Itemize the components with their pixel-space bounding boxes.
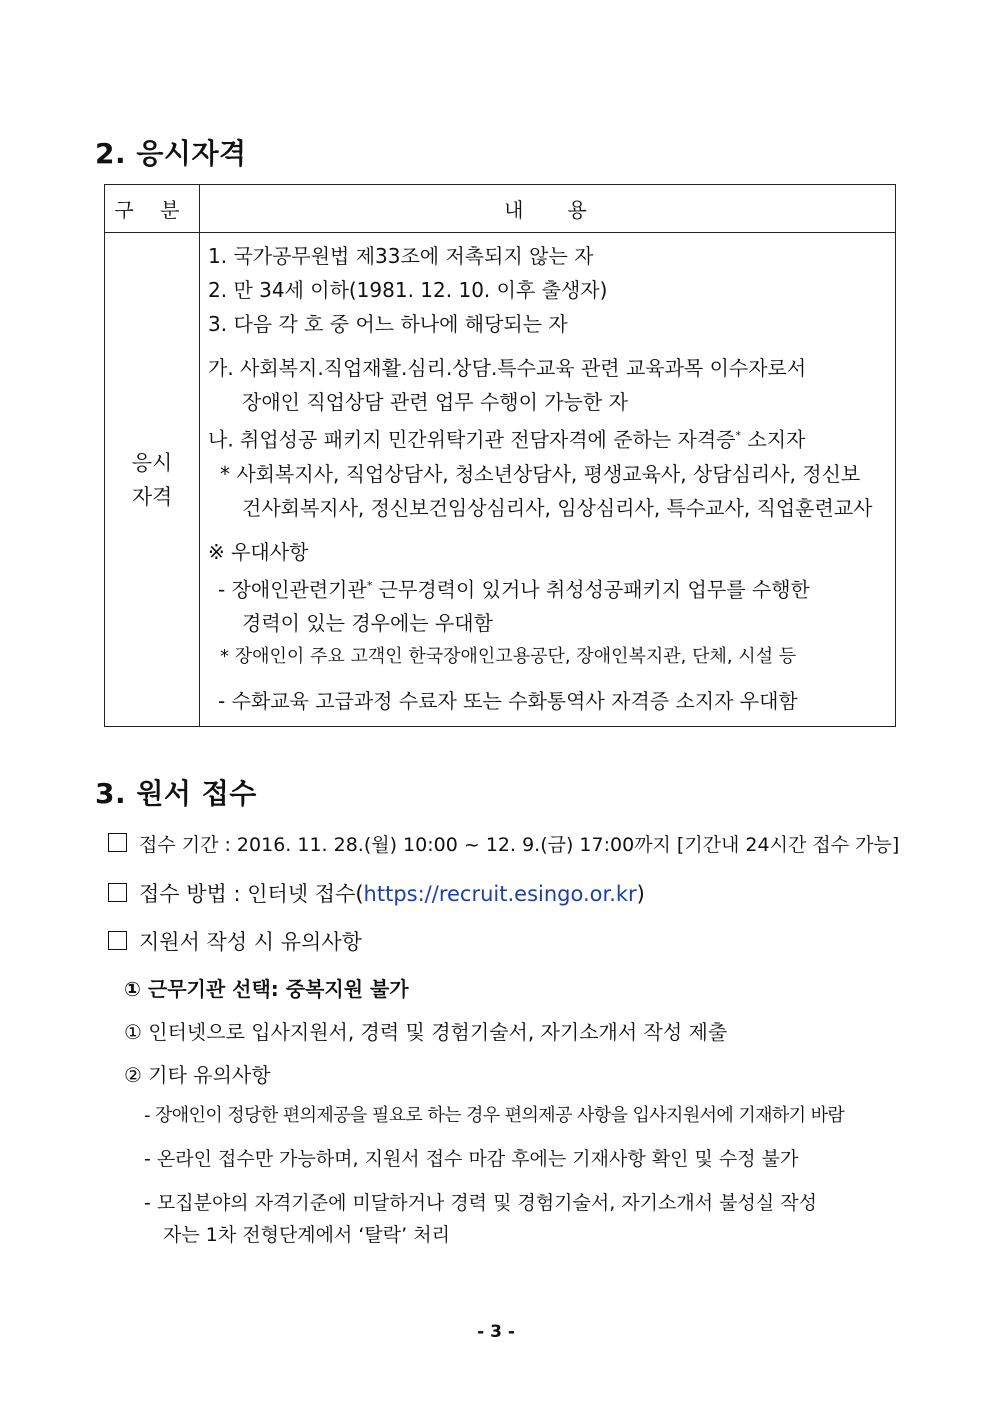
section-3-title: 3. 원서 접수 <box>95 777 257 810</box>
apply-period-text: 접수 기간 : 2016. 11. 28.(월) 10:00 ~ 12. 9.(금) 17:00까지 [기간내 24시간 접수 가능] <box>139 834 900 856</box>
cert-list-line-2: 건사회복지사, 정신보건임상심리사, 임상심리사, 특수교사, 직업훈련교사 <box>242 495 873 520</box>
checkbox-icon <box>108 883 127 902</box>
item-1: 1. 국가공무원법 제33조에 저촉되지 않는 자 <box>208 244 594 268</box>
apply-url-link[interactable]: https://recruit.esingo.or.kr <box>363 882 637 906</box>
preference-1-a: - 장애인관련기관 <box>218 577 367 602</box>
checkbox-icon <box>108 931 127 950</box>
item-2: 2. 만 34세 이하(1981. 12. 10. 이후 출생자) <box>208 278 608 302</box>
note-dash-2: - 온라인 접수만 가능하며, 지원서 접수 마감 후에는 기재사항 확인 및 수정 불가 <box>144 1148 799 1170</box>
apply-method-end: ) <box>636 882 645 906</box>
row-content <box>200 233 896 727</box>
preference-2: - 수화교육 고급과정 수료자 또는 수화통역사 자격증 소지자 우대함 <box>218 689 798 714</box>
page-number: - 3 - <box>477 1322 515 1342</box>
note-dash-3: - 모집분야의 자격기준에 미달하거나 경력 및 경험기술서, 자기소개서 불성실 작성 <box>144 1192 817 1214</box>
note-dash-1: - 장애인이 정당한 편의제공을 필요로 하는 경우 편의제공 사항을 입사지원서에 기재하기 바람 <box>144 1105 845 1126</box>
item-na-text: 나. 취업성공 패키지 민간위탁기관 전담자격에 준하는 자격증 <box>208 427 736 452</box>
note-other: ② 기타 유의사항 <box>124 1063 271 1087</box>
item-ga-line-2: 장애인 직업상담 관련 업무 수행이 가능한 자 <box>242 390 628 414</box>
item-3: 3. 다음 각 호 중 어느 하나에 해당되는 자 <box>208 312 568 336</box>
apply-period <box>108 830 899 857</box>
table-header-row <box>105 185 896 233</box>
note-dash-3-cont: 자는 1차 전형단계에서 ‘탈락’ 처리 <box>163 1224 450 1246</box>
section-2-title: 2. 응시자격 <box>95 137 247 170</box>
header-content <box>200 185 896 233</box>
preference-title: ※ 우대사항 <box>208 539 309 564</box>
row-label <box>105 233 200 727</box>
item-na-sup: * <box>735 429 742 442</box>
table-row <box>105 233 896 727</box>
qualification-table <box>104 184 896 727</box>
row-label-line-2: 자격 <box>131 484 173 509</box>
header-content-a: 내 <box>504 198 528 222</box>
row-label-line-1: 응시 <box>131 450 173 475</box>
preference-note: * 장애인이 주요 고객인 한국장애인고용공단, 장애인복지관, 단체, 시설 등 <box>220 646 797 668</box>
checkbox-icon <box>108 833 127 852</box>
item-na-end: 소지자 <box>741 427 806 452</box>
header-category: 구 분 <box>105 185 200 233</box>
item-na <box>208 419 887 457</box>
notes-heading-text: 지원서 작성 시 유의사항 <box>139 930 362 954</box>
apply-method-text: 접수 방법 : 인터넷 접수( <box>139 882 364 906</box>
note-online-submission: ① 인터넷으로 입사지원서, 경력 및 경험기술서, 자기소개서 작성 제출 <box>124 1020 728 1044</box>
preference-1-b: 근무경력이 있거나 취성성공패키지 업무를 수행한 <box>372 577 810 602</box>
notes-heading <box>108 926 362 956</box>
preference-1-sup: * <box>366 578 373 592</box>
cert-list-line-1: * 사회복지사, 직업상담사, 청소년상담사, 평생교육사, 상담심리사, 정신보 <box>220 461 861 486</box>
header-content-b: 용 <box>567 198 591 222</box>
item-ga-line-1: 가. 사회복지.직업재활.심리.상담.특수교육 관련 교육과목 이수자로서 <box>208 356 807 380</box>
apply-method <box>108 878 645 908</box>
preference-1 <box>208 569 887 607</box>
note-agency-selection: ① 근무기관 선택: 중복지원 불가 <box>124 977 409 1001</box>
preference-1-cont: 경력이 있는 경우에는 우대함 <box>242 611 493 636</box>
